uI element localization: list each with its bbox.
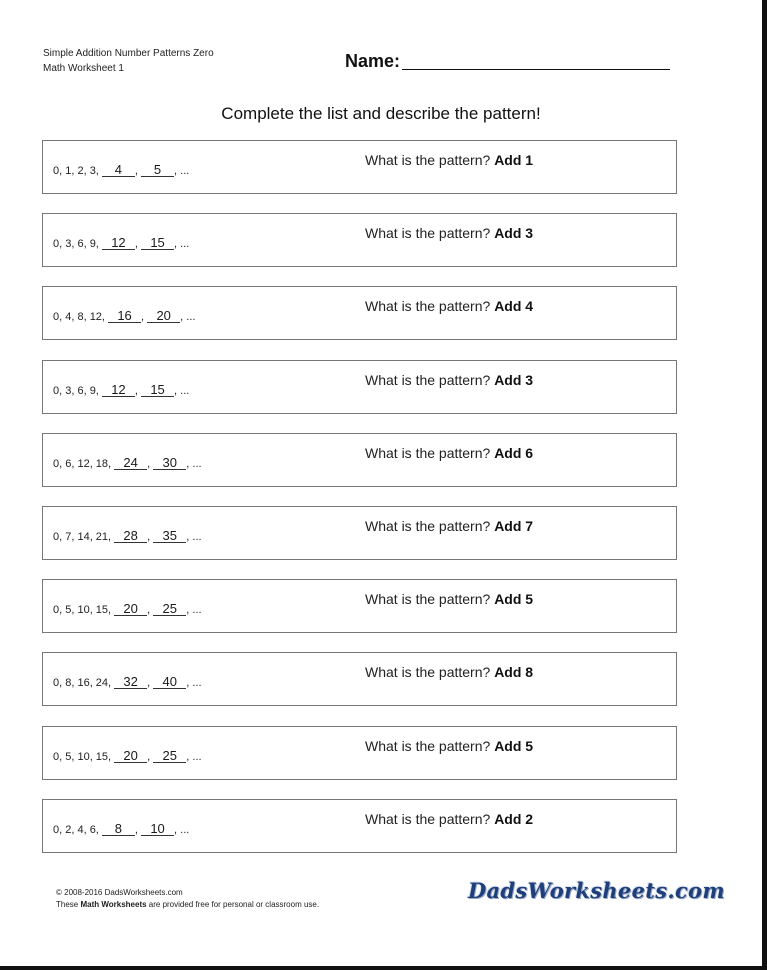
sequence-text (53, 749, 202, 763)
question-prefix: What is the pattern? (365, 664, 491, 680)
pattern-answer[interactable]: Add 5 (494, 738, 534, 754)
problem-row (42, 652, 677, 706)
answer-blank-1[interactable]: 24 (114, 456, 147, 470)
pattern-question (365, 298, 533, 314)
problem-row (42, 140, 677, 194)
pattern-answer[interactable]: Add 4 (494, 298, 534, 314)
usage-note-start: These (56, 900, 81, 909)
question-prefix: What is the pattern? (365, 445, 491, 461)
sequence-given: 0, 2, 4, 6, (53, 824, 102, 836)
answer-blank-2[interactable]: 10 (141, 822, 174, 836)
sequence-separator: , (147, 458, 154, 470)
sequence-tail: , ... (186, 751, 202, 763)
sequence-tail: , ... (174, 385, 190, 397)
problem-row (42, 433, 677, 487)
pattern-question (365, 372, 533, 388)
pattern-answer[interactable]: Add 8 (494, 664, 534, 680)
pattern-answer[interactable]: Add 2 (494, 811, 534, 827)
answer-blank-1[interactable]: 32 (114, 675, 147, 689)
answer-blank-2[interactable]: 40 (153, 675, 186, 689)
answer-blank-1[interactable]: 20 (114, 602, 147, 616)
question-prefix: What is the pattern? (365, 225, 491, 241)
answer-blank-2[interactable]: 15 (141, 383, 174, 397)
sequence-separator: , (134, 385, 142, 397)
pattern-question (365, 811, 533, 827)
sequence-tail: , ... (186, 604, 202, 616)
sequence-tail: , ... (186, 458, 202, 470)
problem-row (42, 579, 677, 633)
sequence-given: 0, 8, 16, 24, (53, 677, 115, 689)
problem-row (42, 726, 677, 780)
answer-blank-2[interactable]: 25 (153, 602, 186, 616)
sequence-tail: , ... (180, 311, 196, 323)
answer-blank-1[interactable]: 28 (114, 529, 147, 543)
dadsworksheets-logo: DadsWorksheets.com (468, 878, 725, 903)
pattern-answer[interactable]: Add 7 (494, 518, 534, 534)
answer-blank-1[interactable]: 20 (114, 749, 147, 763)
answer-blank-2[interactable]: 5 (141, 163, 174, 177)
sequence-given: 0, 5, 10, 15, (53, 751, 115, 763)
question-prefix: What is the pattern? (365, 518, 491, 534)
sequence-text (53, 602, 202, 616)
sequence-given: 0, 1, 2, 3, (53, 165, 102, 177)
sequence-text (53, 383, 189, 397)
sequence-tail: , ... (174, 165, 190, 177)
copyright-text: © 2008-2016 DadsWorksheets.com (56, 888, 183, 897)
sequence-text (53, 309, 195, 323)
problem-row (42, 286, 677, 340)
sequence-tail: , ... (174, 238, 190, 250)
worksheet-title-line: Simple Addition Number Patterns Zero (43, 48, 214, 59)
sequence-given: 0, 6, 12, 18, (53, 458, 115, 470)
answer-blank-2[interactable]: 35 (153, 529, 186, 543)
sequence-separator: , (134, 238, 142, 250)
problem-row (42, 213, 677, 267)
sequence-tail: , ... (186, 677, 202, 689)
name-field-line[interactable] (402, 69, 670, 70)
question-prefix: What is the pattern? (365, 298, 491, 314)
answer-blank-2[interactable]: 25 (153, 749, 186, 763)
answer-blank-1[interactable]: 8 (102, 822, 135, 836)
sequence-separator: , (147, 677, 154, 689)
pattern-answer[interactable]: Add 1 (494, 152, 534, 168)
problem-row (42, 360, 677, 414)
sequence-separator: , (147, 531, 154, 543)
pattern-question (365, 225, 533, 241)
worksheet-number-line: Math Worksheet 1 (43, 63, 124, 74)
name-label: Name: (345, 51, 401, 71)
pattern-question (365, 738, 533, 754)
usage-note (56, 899, 319, 911)
question-prefix: What is the pattern? (365, 738, 491, 754)
sequence-text (53, 456, 202, 470)
pattern-answer[interactable]: Add 5 (494, 591, 534, 607)
answer-blank-1[interactable]: 12 (102, 236, 135, 250)
sequence-text (53, 675, 202, 689)
sequence-given: 0, 3, 6, 9, (53, 238, 102, 250)
answer-blank-1[interactable]: 4 (102, 163, 135, 177)
sequence-text (53, 163, 189, 177)
sequence-given: 0, 5, 10, 15, (53, 604, 115, 616)
sequence-separator: , (141, 311, 148, 323)
answer-blank-2[interactable]: 30 (153, 456, 186, 470)
usage-note-bold: Math Worksheets (80, 900, 147, 909)
problem-row (42, 506, 677, 560)
pattern-question (365, 591, 533, 607)
pattern-answer[interactable]: Add 6 (494, 445, 534, 461)
sequence-given: 0, 7, 14, 21, (53, 531, 115, 543)
instructions: Complete the list and describe the pattern! (221, 104, 541, 123)
pattern-question (365, 664, 533, 680)
sequence-tail: , ... (186, 531, 202, 543)
pattern-question (365, 445, 533, 461)
question-prefix: What is the pattern? (365, 372, 491, 388)
question-prefix: What is the pattern? (365, 591, 491, 607)
sequence-separator: , (134, 824, 142, 836)
question-prefix: What is the pattern? (365, 152, 491, 168)
sequence-given: 0, 4, 8, 12, (53, 311, 109, 323)
pattern-answer[interactable]: Add 3 (494, 225, 534, 241)
pattern-answer[interactable]: Add 3 (494, 372, 534, 388)
sequence-given: 0, 3, 6, 9, (53, 385, 102, 397)
sequence-separator: , (147, 751, 154, 763)
answer-blank-2[interactable]: 20 (147, 309, 180, 323)
sequence-text (53, 236, 189, 250)
pattern-question (365, 152, 533, 168)
sequence-separator: , (134, 165, 142, 177)
answer-blank-1[interactable]: 16 (108, 309, 141, 323)
answer-blank-2[interactable]: 15 (141, 236, 174, 250)
worksheet-subtitle (43, 46, 214, 76)
sequence-text (53, 529, 202, 543)
sequence-tail: , ... (174, 824, 190, 836)
answer-blank-1[interactable]: 12 (102, 383, 135, 397)
footer (56, 887, 319, 911)
sequence-text (53, 822, 189, 836)
pattern-question (365, 518, 533, 534)
question-prefix: What is the pattern? (365, 811, 491, 827)
problem-row (42, 799, 677, 853)
sequence-separator: , (147, 604, 154, 616)
usage-note-end: are provided free for personal or classroom use. (146, 900, 320, 909)
